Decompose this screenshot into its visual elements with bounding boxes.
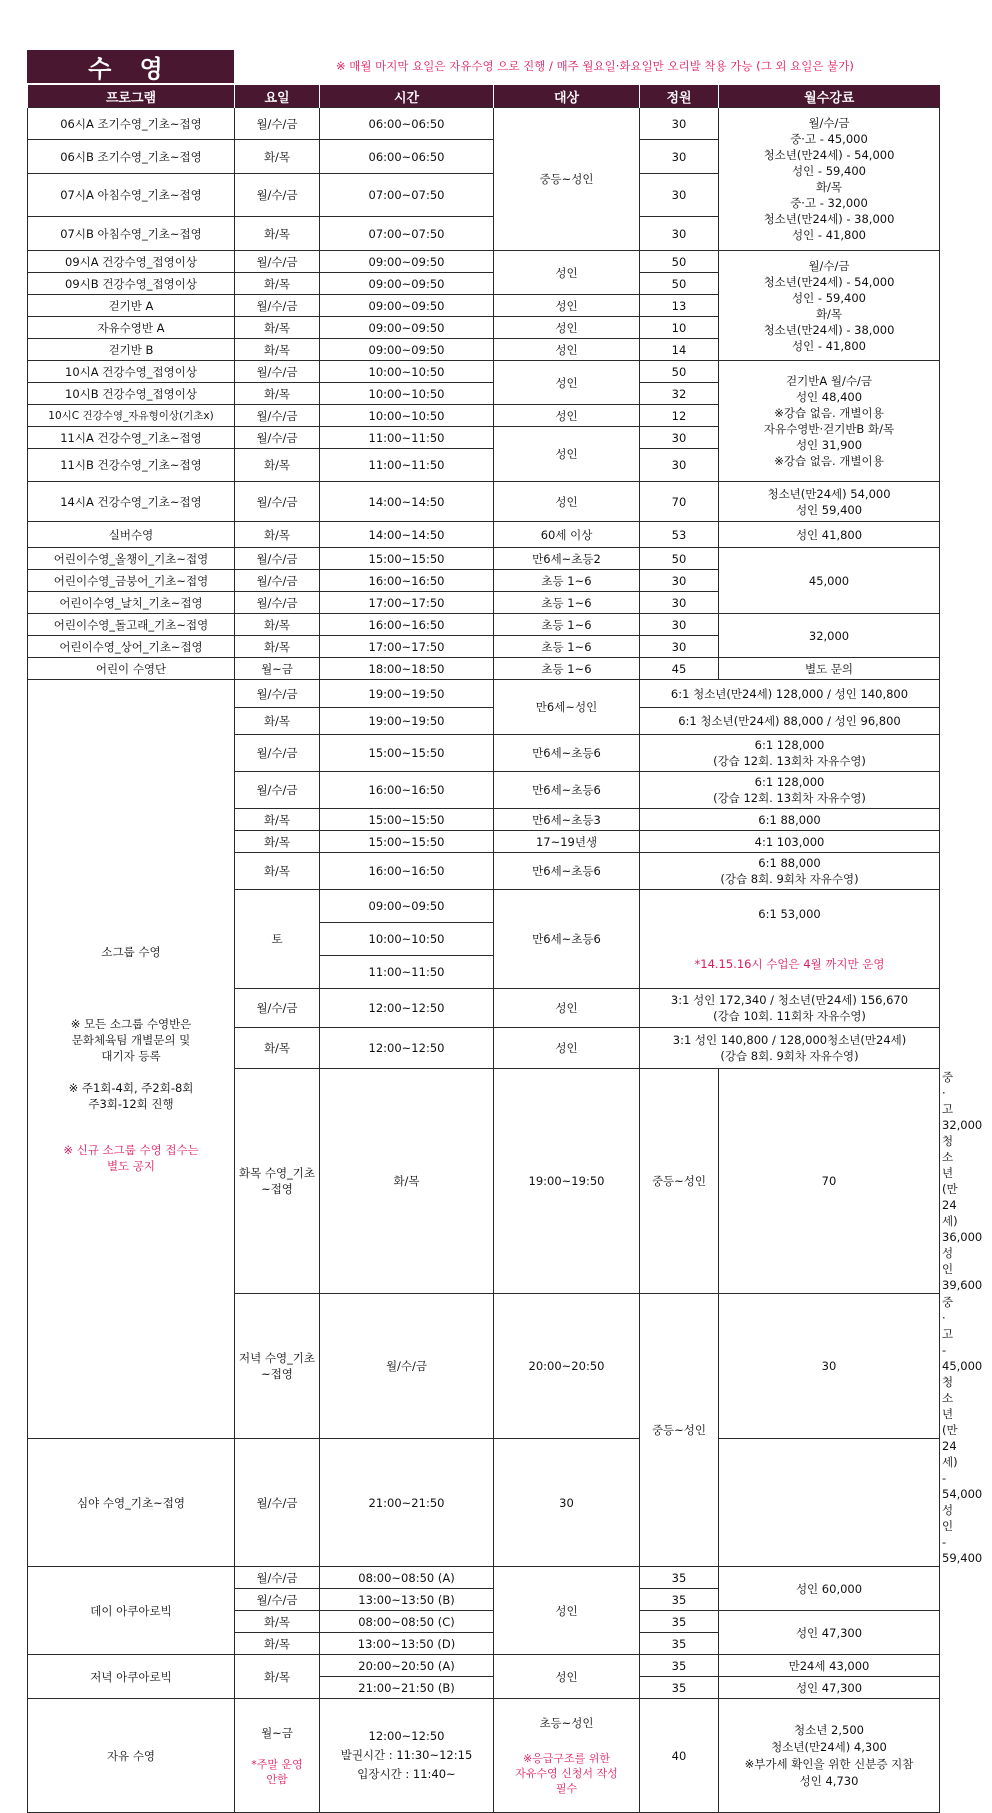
day-cell: 토 [235,890,320,989]
program-name: 걷기반 A [28,295,235,317]
table-row [28,1567,940,1589]
time-cell: 20:00~20:50 [494,1294,640,1439]
capacity-cell: 30 [719,1294,940,1439]
day-cell: 월/수/금 [235,295,320,317]
free-target-note: ※응급구조를 위한 자유수영 신청서 작성 필수 [515,1752,618,1795]
program-name: 10시B 건강수영_접영이상 [28,383,235,405]
day-cell: 월/수/금 [235,482,320,522]
capacity-cell: 30 [640,427,719,449]
day-cell: 화/목 [235,522,320,548]
time-cell: 09:00~09:50 [320,317,494,339]
time-cell: 08:00~08:50 (A) [320,1567,494,1589]
day-cell: 월/수/금 [235,548,320,570]
day-cell: 월/수/금 [235,1567,320,1589]
capacity-cell: 30 [640,140,719,174]
time-cell: 12:00~12:50 [320,989,494,1028]
free-day-note: *주말 운영 안함 [251,1757,303,1786]
program-name: 자유 수영 [28,1699,235,1813]
day-cell: 화/목 [235,217,320,251]
time-cell: 09:00~09:50 [320,251,494,273]
capacity-cell: 35 [640,1655,719,1677]
day-cell: 월/수/금 [235,108,320,140]
header-fee: 월수강료 [719,85,940,108]
header-day: 요일 [235,85,320,108]
table-row [28,361,940,383]
program-name: 11시B 건강수영_기초~접영 [28,449,235,482]
table-row [28,108,940,140]
time-cell: 10:00~10:50 [320,405,494,427]
fee-cell: 6:1 128,000 (강습 12회. 13회차 자유수영) [640,772,940,809]
capacity-cell: 50 [640,273,719,295]
target-cell: 성인 [494,482,640,522]
day-cell: 화/목 [235,614,320,636]
schedule-table [27,85,983,1813]
time-cell: 07:00~07:50 [320,217,494,251]
day-cell: 화/목 [235,708,320,735]
target-cell: 성인 [494,1655,640,1699]
program-name: 10시A 건강수영_접영이상 [28,361,235,383]
time-cell: 11:00~11:50 [320,427,494,449]
time-cell: 13:00~13:50 (D) [320,1633,494,1655]
time-cell: 17:00~17:50 [320,636,494,658]
program-name: 07시B 아침수영_기초~접영 [28,217,235,251]
capacity-cell: 35 [640,1567,719,1589]
program-name: 09시B 건강수영_접영이상 [28,273,235,295]
capacity-cell: 53 [640,522,719,548]
time-cell: 11:00~11:50 [320,956,494,989]
target-cell: 성인 [494,339,640,361]
table-row [28,1439,940,1567]
time-cell: 19:00~19:50 [320,680,494,708]
day-cell: 화/목 [235,1633,320,1655]
program-name: 14시A 건강수영_기초~접영 [28,482,235,522]
time-cell: 11:00~11:50 [320,449,494,482]
fee-cell: 청소년 2,500 청소년(만24세) 4,300 ※부가세 확인을 위한 신분증 지참 성인 4,730 [719,1699,940,1813]
fee-cell: 45,000 [719,548,940,614]
time-cell: 21:00~21:50 (B) [320,1677,494,1699]
capacity-cell: 35 [640,1633,719,1655]
time-cell: 15:00~15:50 [320,548,494,570]
table-row [28,680,940,708]
free-day: 월~금 [261,1725,293,1740]
program-name: 10시C 건강수영_자유형이상(기초x) [28,405,235,427]
program-name: 어린이수영_상어_기초~접영 [28,636,235,658]
day-cell: 화/목 [235,636,320,658]
fee-cell: 3:1 성인 140,800 / 128,000청소년(만24세) (강습 8회. 9회차 자유수영) [640,1028,940,1069]
capacity-cell: 30 [640,614,719,636]
fee-cell: 성인 60,000 [719,1567,940,1611]
table-row [28,251,940,273]
time-cell: 06:00~06:50 [320,108,494,140]
capacity-cell: 35 [640,1677,719,1699]
capacity-cell: 45 [640,658,719,680]
time-cell: 10:00~10:50 [320,383,494,405]
time-cell: 15:00~15:50 [320,831,494,853]
time-cell: 09:00~09:50 [320,273,494,295]
table-row [28,522,940,548]
fee-cell: 성인 47,300 [719,1611,940,1655]
day-cell: 월/수/금 [235,251,320,273]
capacity-cell: 35 [640,1611,719,1633]
target-cell: 만6세~초등2 [494,548,640,570]
day-cell: 월/수/금 [235,405,320,427]
time-cell: 09:00~09:50 [320,339,494,361]
fee-cell: 청소년(만24세) 54,000 성인 59,400 [719,482,940,522]
target-cell: 중등~성인 [494,108,640,251]
program-name: 07시A 아침수영_기초~접영 [28,174,235,217]
table-row: 저녁 수영_기초~접영 월/수/금 20:00~20:50 중등~성인 30 중·고 - 45,000 청소년(만24세) - 54,000 성인 - 59,400 [28,1294,940,1439]
day-cell: 월/수/금 [235,427,320,449]
small-group-title: 소그룹 수영 [101,945,161,960]
day-cell: 화/목 [235,140,320,174]
day-cell: 화/목 [320,1069,494,1294]
header-time: 시간 [320,85,494,108]
time-cell: 16:00~16:50 [320,614,494,636]
capacity-cell: 30 [640,636,719,658]
capacity-cell: 30 [640,217,719,251]
time-cell: 10:00~10:50 [320,923,494,956]
day-cell: 화/목 [235,339,320,361]
day-cell: 화/목 [235,317,320,339]
day-cell: 화/목 [235,449,320,482]
time-cell: 18:00~18:50 [320,658,494,680]
time-cell: 10:00~10:50 [320,361,494,383]
day-cell: 월/수/금 [320,1294,494,1439]
fee-cell: 3:1 성인 172,340 / 청소년(만24세) 156,670 (강습 10회. 11회차 자유수영) [640,989,940,1028]
fee-cell: 걷기반A 월/수/금 성인 48,400 ※강습 없음. 개별이용 자유수영반·걷기반B 화/목 성인 31,900 ※강습 없음. 개별이용 [719,361,940,482]
target-cell: 만6세~초등6 [494,890,640,989]
program-name: 09시A 건강수영_접영이상 [28,251,235,273]
capacity-cell: 50 [640,251,719,273]
fee-cell: 6:1 청소년(만24세) 128,000 / 성인 140,800 [640,680,940,708]
program-name: 저녁 아쿠아로빅 [28,1655,235,1699]
time-cell: 12:00~12:50 발권시간 : 11:30~12:15 입장시간 : 11:40~ [320,1699,494,1813]
table-header-row [28,85,940,108]
fee-cell: 성인 47,300 [719,1677,940,1699]
day-cell: 화/목 [235,1611,320,1633]
capacity-cell: 70 [719,1069,940,1294]
day-cell: 월/수/금 [235,174,320,217]
program-name: 저녁 수영_기초~접영 [235,1294,320,1439]
time-cell: 12:00~12:50 [320,1028,494,1069]
time-cell: 14:00~14:50 [320,482,494,522]
time-cell: 16:00~16:50 [320,570,494,592]
target-cell: 만6세~초등6 [494,735,640,772]
capacity-cell: 50 [640,548,719,570]
capacity-cell: 30 [494,1439,640,1567]
time-cell: 13:00~13:50 (B) [320,1589,494,1611]
time-cell: 16:00~16:50 [320,853,494,890]
time-cell: 21:00~21:50 [320,1439,494,1567]
time-cell: 15:00~15:50 [320,735,494,772]
target-cell: 만6세~초등3 [494,809,640,831]
target-cell: 초등 1~6 [494,570,640,592]
day-cell: 월/수/금 [235,680,320,708]
target-cell: 초등 1~6 [494,614,640,636]
target-cell: 초등 1~6 [494,592,640,614]
capacity-cell: 10 [640,317,719,339]
day-cell [235,1699,320,1813]
program-name: 어린이수영_올챙이_기초~접영 [28,548,235,570]
capacity-cell: 70 [640,482,719,522]
target-cell [494,1699,640,1813]
target-cell: 만6세~초등6 [494,853,640,890]
notice-text: ※ 매월 마지막 요일은 자유수영 으로 진행 / 매주 월요일·화요일만 오리발 착용 가능 (그 외 요일은 불가) [336,59,854,73]
table-row [28,658,940,680]
header-target: 대상 [494,85,640,108]
program-name: 심야 수영_기초~접영 [28,1439,235,1567]
capacity-cell: 13 [640,295,719,317]
fee-cell: 6:1 88,000 [640,809,940,831]
fee-cell: 6:1 128,000 (강습 12회. 13회차 자유수영) [640,735,940,772]
capacity-cell: 30 [640,108,719,140]
time-cell: 08:00~08:50 (C) [320,1611,494,1633]
day-cell: 화/목 [235,809,320,831]
day-cell: 월~금 [235,658,320,680]
program-name: 화목 수영_기초~접영 [235,1069,320,1294]
fee-cell: 4:1 103,000 [640,831,940,853]
target-cell: 17~19년생 [494,831,640,853]
page-title: 수 영 [27,50,234,83]
day-cell: 월/수/금 [235,361,320,383]
day-cell: 화/목 [235,273,320,295]
target-cell: 성인 [494,427,640,482]
capacity-cell: 40 [640,1699,719,1813]
capacity-cell: 14 [640,339,719,361]
target-cell: 성인 [494,361,640,405]
fee-cell: 32,000 [719,614,940,658]
day-cell: 월/수/금 [235,1439,320,1567]
target-cell: 중등~성인 [640,1069,719,1294]
time-cell: 09:00~09:50 [320,295,494,317]
program-name: 06시B 조기수영_기초~접영 [28,140,235,174]
program-name: 걷기반 B [28,339,235,361]
day-cell: 월/수/금 [235,735,320,772]
table-row [28,614,940,636]
fee-cell: 별도 문의 [719,658,940,680]
time-cell: 17:00~17:50 [320,592,494,614]
fee-cell: 월/수/금 중·고 - 45,000 청소년(만24세) - 54,000 성인 - 59,400 화/목 중·고 - 32,000 청소년(만24세) - 38,000 성인 - 41,800 [719,108,940,251]
fee-cell: 6:1 청소년(만24세) 88,000 / 성인 96,800 [640,708,940,735]
program-name: 어린이수영_돌고래_기초~접영 [28,614,235,636]
time-cell: 07:00~07:50 [320,174,494,217]
day-cell: 월/수/금 [235,1589,320,1611]
capacity-cell: 32 [640,383,719,405]
target-cell: 초등 1~6 [494,636,640,658]
program-name: 06시A 조기수영_기초~접영 [28,108,235,140]
free-target: 초등~성인 [539,1716,594,1730]
saturday-fee: 6:1 53,000 [758,907,821,921]
program-name: 실버수영 [28,522,235,548]
time-cell: 19:00~19:50 [320,708,494,735]
day-cell: 월/수/금 [235,772,320,809]
capacity-cell: 30 [640,570,719,592]
table-row: 화목 수영_기초~접영 화/목 19:00~19:50 중등~성인 70 중·고 32,000 청소년(만24세) 36,000 성인 39,600 [28,1069,940,1294]
day-cell: 월/수/금 [235,592,320,614]
day-cell: 화/목 [235,853,320,890]
target-cell: 성인 [494,989,640,1028]
program-name: 어린이 수영단 [28,658,235,680]
header-program: 프로그램 [28,85,235,108]
program-name: 데이 아쿠아로빅 [28,1567,235,1655]
day-cell: 화/목 [235,1028,320,1069]
saturday-note: *14.15.16시 수업은 4월 까지만 운영 [694,957,885,971]
program-name: 어린이수영_날치_기초~접영 [28,592,235,614]
fee-cell: 성인 41,800 [719,522,940,548]
program-name: 어린이수영_금붕어_기초~접영 [28,570,235,592]
small-group-note: ※ 모든 소그룹 수영반은 문화체육팀 개별문의 및 대기자 등록 ※ 주1회-4회, 주2회-8회 주3회-12회 진행 [68,1017,194,1112]
table-row [28,482,940,522]
table-row [28,1655,940,1677]
fee-cell: 월/수/금 청소년(만24세) - 54,000 성인 - 59,400 화/목 청소년(만24세) - 38,000 성인 - 41,800 [719,251,940,361]
target-cell: 만6세~초등6 [494,772,640,809]
time-cell: 09:00~09:50 [320,890,494,923]
fee-cell: 만24세 43,000 [719,1655,940,1677]
table-row [28,548,940,570]
target-cell: 성인 [494,1567,640,1655]
table-row [28,1699,940,1813]
capacity-cell: 50 [640,361,719,383]
time-cell: 06:00~06:50 [320,140,494,174]
day-cell: 월/수/금 [235,989,320,1028]
target-cell: 성인 [494,317,640,339]
target-cell: 성인 [494,295,640,317]
time-cell: 19:00~19:50 [494,1069,640,1294]
fee-cell [640,890,940,989]
capacity-cell: 12 [640,405,719,427]
time-cell: 14:00~14:50 [320,522,494,548]
capacity-cell: 30 [640,592,719,614]
capacity-cell: 30 [640,449,719,482]
target-cell: 성인 [494,1028,640,1069]
time-cell: 15:00~15:50 [320,809,494,831]
capacity-cell: 30 [640,174,719,217]
header-capacity: 정원 [640,85,719,108]
target-cell: 성인 [494,251,640,295]
small-group-notice: ※ 신규 소그룹 수영 접수는 별도 공지 [63,1143,199,1174]
day-cell: 화/목 [235,831,320,853]
target-cell: 60세 이상 [494,522,640,548]
target-cell: 초등 1~6 [494,658,640,680]
small-group-cell [28,680,235,1439]
day-cell: 화/목 [235,1655,320,1699]
fee-cell: 6:1 88,000 (강습 8회. 9회차 자유수영) [640,853,940,890]
time-cell: 20:00~20:50 (A) [320,1655,494,1677]
time-cell: 16:00~16:50 [320,772,494,809]
target-cell: 만6세~성인 [494,680,640,735]
target-cell: 중등~성인 [640,1294,719,1567]
capacity-cell: 35 [640,1589,719,1611]
day-cell: 화/목 [235,383,320,405]
program-name: 11시A 건강수영_기초~접영 [28,427,235,449]
target-cell: 성인 [494,405,640,427]
program-name: 자유수영반 A [28,317,235,339]
day-cell: 월/수/금 [235,570,320,592]
